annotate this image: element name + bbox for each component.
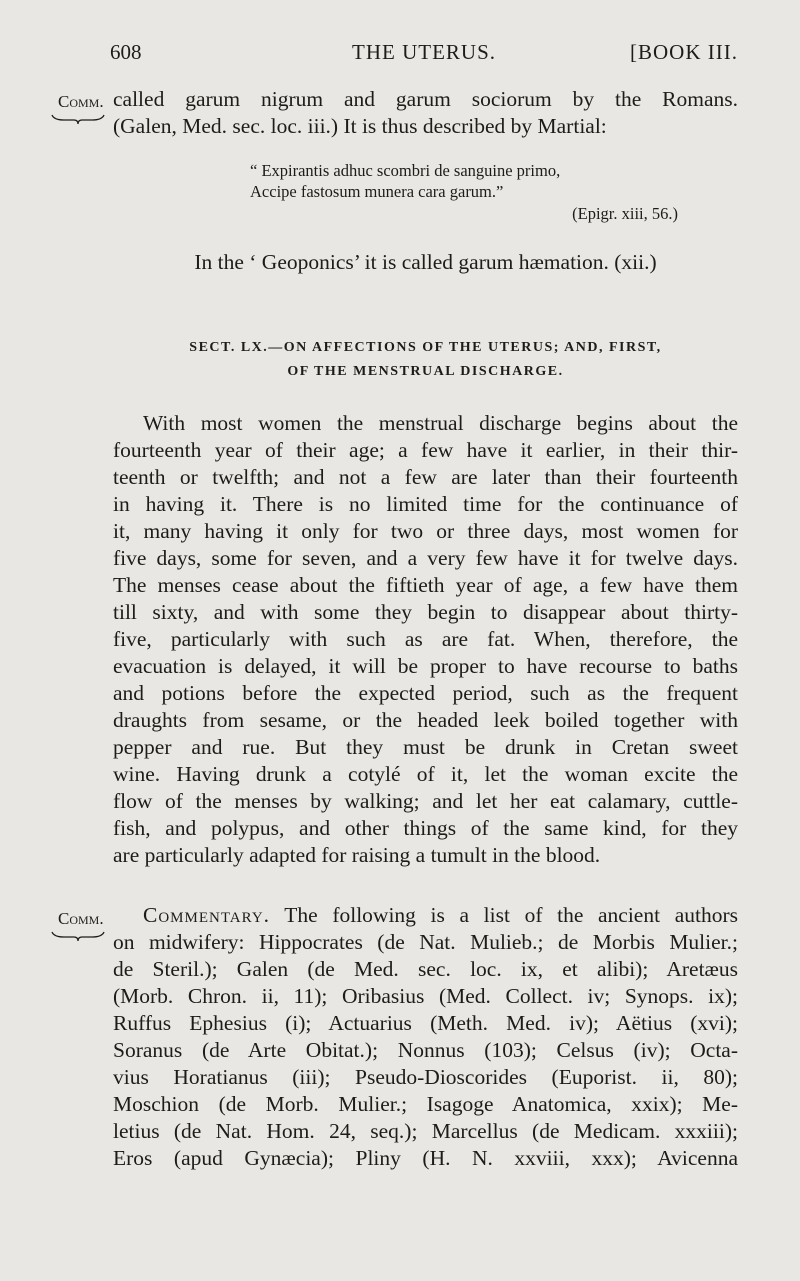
- text-line: pepper and rue. But they must be drunk in Cretan sweet: [113, 735, 738, 759]
- section-heading-line: SECT. LX.—ON AFFECTIONS OF THE UTERUS; AND, FIRST,: [189, 340, 662, 355]
- text-line: flow of the menses by walking; and let her eat calamary, cuttle-: [113, 789, 738, 813]
- text-line: and potions before the expected period, such as the frequent: [113, 681, 738, 705]
- section-heading-line: OF THE MENSTRUAL DISCHARGE.: [287, 364, 564, 379]
- text-line: on midwifery: Hippocrates (de Nat. Mulieb.; de Morbis Mulier.;: [113, 930, 738, 954]
- verse-line: “ Expirantis adhuc scombri de sanguine primo,: [250, 161, 561, 180]
- running-head: [110, 40, 738, 70]
- opening-text: [113, 86, 738, 140]
- verse-citation: (Epigr. xiii, 56.): [572, 204, 678, 223]
- text-line: letius (de Nat. Hom. 24, seq.); Marcellus (de Medicam. xxxiii);: [113, 1119, 738, 1143]
- text-line: (Morb. Chron. ii, 11); Oribasius (Med. Collect. iv; Synops. ix);: [113, 984, 738, 1008]
- text-line: Soranus (de Arte Obitat.); Nonnus (103); Celsus (iv); Octa-: [113, 1038, 738, 1062]
- text-line: vius Horatianus (iii); Pseudo-Dioscorides (Euporist. ii, 80);: [113, 1065, 738, 1089]
- text-line: fish, and polypus, and other things of the same kind, for they: [113, 816, 738, 840]
- main-paragraph: [113, 410, 738, 869]
- margin-comm-label: Comm.: [58, 909, 104, 928]
- verse-line: Accipe fastosum munera cara garum.”: [250, 182, 504, 201]
- brace-icon: [50, 929, 106, 943]
- text-line: five, particularly with such as are fat. When, therefore, the: [113, 627, 738, 651]
- commentary-lead-word: Commentary.: [143, 903, 271, 927]
- text-line: draughts from sesame, or the headed leek boiled together with: [113, 708, 738, 732]
- text-line: The menses cease about the fiftieth year of age, a few have them: [113, 573, 738, 597]
- margin-comm-label: Comm.: [58, 92, 104, 111]
- commentary-paragraph: [113, 902, 738, 1172]
- commentary-first-line: [113, 902, 738, 929]
- geoponics-line: In the ‘ Geoponics’ it is called garum hæmation. (xii.): [194, 250, 657, 274]
- text-line: called garum nigrum and garum sociorum by the Romans.: [113, 87, 738, 111]
- text-line: Moschion (de Morb. Mulier.; Isagoge Anatomica, xxix); Me-: [113, 1092, 738, 1116]
- running-title: THE UTERUS.: [352, 40, 496, 64]
- text-line: Eros (apud Gynæcia); Pliny (H. N. xxviii, xxx); Avicenna: [113, 1146, 738, 1170]
- commentary-first-line-text: The following is a list of the ancient authors: [284, 903, 738, 927]
- text-line: wine. Having drunk a cotylé of it, let the woman excite the: [113, 762, 738, 786]
- text-line: (Galen, Med. sec. loc. iii.) It is thus described by Martial:: [113, 114, 607, 138]
- text-line: teenth or twelfth; and not a few are later than their fourteenth: [113, 465, 738, 489]
- text-line: it, many having it only for two or three days, most women for: [113, 519, 738, 543]
- text-line: till sixty, and with some they begin to disappear about thirty-: [113, 600, 738, 624]
- book-label: [BOOK III.: [630, 40, 738, 64]
- brace-icon: [50, 112, 106, 126]
- text-line: fourteenth year of their age; a few have it earlier, in their thir-: [113, 438, 738, 462]
- page-number: 608: [110, 40, 142, 64]
- text-line: evacuation is delayed, it will be proper to have recourse to baths: [113, 654, 738, 678]
- text-line: With most women the menstrual discharge begins about the: [143, 411, 738, 435]
- text-line: are particularly adapted for raising a tumult in the blood.: [113, 843, 601, 867]
- text-line: in having it. There is no limited time for the continuance of: [113, 492, 738, 516]
- text-line: five days, some for seven, and a very few have it for twelve days.: [113, 546, 738, 570]
- section-heading: [113, 336, 738, 384]
- text-line: Ruffus Ephesius (i); Actuarius (Meth. Med. iv); Aëtius (xvi);: [113, 1011, 738, 1035]
- text-line: de Steril.); Galen (de Med. sec. loc. ix, et alibi); Aretæus: [113, 957, 738, 981]
- verse-quotation: [250, 160, 560, 202]
